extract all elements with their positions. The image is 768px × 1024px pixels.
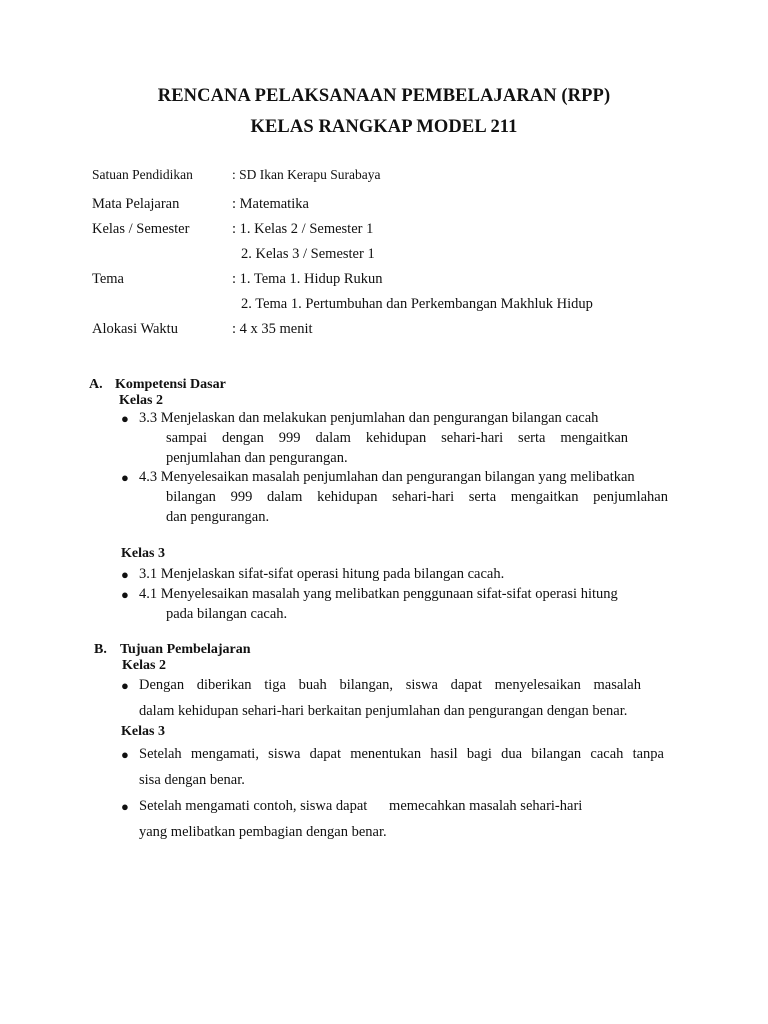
list-item-line: bilangan 999 dalam kehidupan sehari-hari serta mengaitkan penjumlahan: [166, 489, 668, 505]
info-label: Alokasi Waktu: [92, 321, 178, 337]
list-item-line: pada bilangan cacah.: [166, 606, 288, 622]
bullet-icon: ●: [121, 567, 129, 582]
section-a-kelas2-label: Kelas 2: [119, 393, 163, 408]
info-value: 2. Tema 1. Pertumbuhan dan Perkembangan Makhluk Hidup: [241, 296, 593, 312]
bullet-icon: ●: [121, 799, 129, 814]
info-value: : Matematika: [232, 196, 309, 212]
list-item-line: 3.3 Menjelaskan dan melakukan penjumlahan dan pengurangan bilangan cacah: [139, 410, 599, 426]
info-label: Tema: [92, 271, 124, 287]
bullet-icon: ●: [121, 678, 129, 693]
info-value: 2. Kelas 3 / Semester 1: [241, 246, 375, 262]
list-item-line: sisa dengan benar.: [139, 772, 245, 788]
document-subtitle: KELAS RANGKAP MODEL 211: [250, 117, 518, 137]
list-item-line: dan pengurangan.: [166, 509, 270, 525]
list-item-line: sampai dengan 999 dalam kehidupan sehari-hari serta mengaitkan: [166, 430, 628, 446]
section-title: Tujuan Pembelajaran: [120, 642, 251, 657]
section-b-kelas3-label: Kelas 3: [121, 724, 165, 739]
bullet-icon: ●: [121, 470, 129, 485]
list-item-line: dalam kehidupan sehari-hari berkaitan penjumlahan dan pengurangan dengan benar.: [139, 703, 628, 719]
info-label: Kelas / Semester: [92, 221, 190, 237]
info-value: : SD Ikan Kerapu Surabaya: [232, 167, 381, 182]
info-value: : 1. Kelas 2 / Semester 1: [232, 221, 374, 237]
bullet-icon: ●: [121, 747, 129, 762]
list-item-line: Setelah mengamati contoh, siswa dapat memecahkan masalah sehari-hari: [139, 798, 583, 814]
info-label: Satuan Pendidikan: [92, 167, 193, 182]
list-item-line: 3.1 Menjelaskan sifat-sifat operasi hitung pada bilangan cacah.: [139, 566, 505, 582]
list-item-line: 4.1 Menyelesaikan masalah yang melibatkan penggunaan sifat-sifat operasi hitung: [139, 586, 618, 602]
info-label: Mata Pelajaran: [92, 196, 180, 212]
list-item-line: Setelah mengamati, siswa dapat menentukan hasil bagi dua bilangan cacah tanpa: [139, 746, 664, 762]
section-a-kelas3-label: Kelas 3: [121, 546, 165, 561]
section-b-kelas2-label: Kelas 2: [122, 658, 166, 673]
info-value: : 4 x 35 menit: [232, 321, 313, 337]
section-letter: A.: [89, 377, 103, 392]
section-letter: B.: [94, 642, 107, 657]
list-item-line: penjumlahan dan pengurangan.: [166, 450, 348, 466]
document-title: RENCANA PELAKSANAAN PEMBELAJARAN (RPP): [157, 86, 611, 106]
list-item-line: yang melibatkan pembagian dengan benar.: [139, 824, 387, 840]
list-item-line: Dengan diberikan tiga buah bilangan, siswa dapat menyelesaikan masalah: [139, 677, 641, 693]
list-item-line: 4.3 Menyelesaikan masalah penjumlahan dan pengurangan bilangan yang melibatkan: [139, 469, 635, 485]
bullet-icon: ●: [121, 411, 129, 426]
info-value: : 1. Tema 1. Hidup Rukun: [232, 271, 383, 287]
bullet-icon: ●: [121, 587, 129, 602]
section-title: Kompetensi Dasar: [115, 377, 226, 392]
